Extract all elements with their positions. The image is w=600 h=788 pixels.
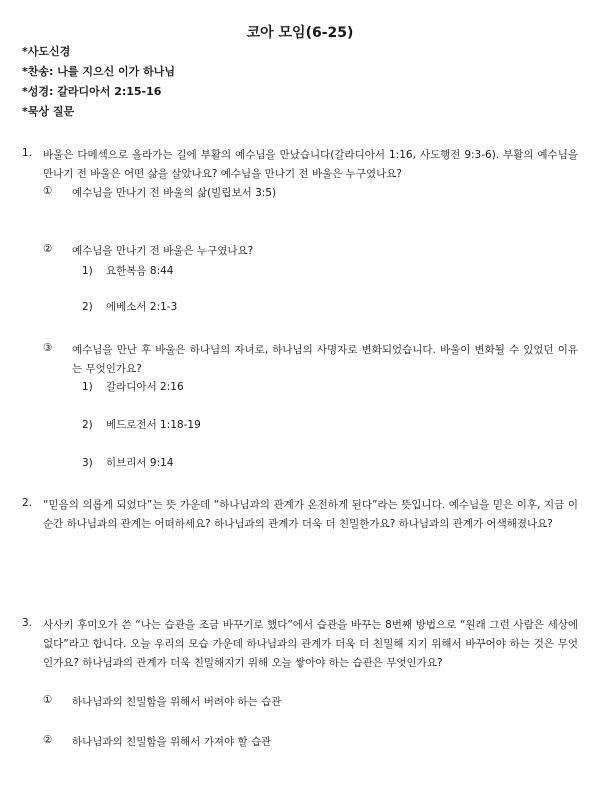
question-number: 1. — [22, 147, 33, 159]
question-text: “믿음의 의롭게 되었다”는 뜻 가운데 “하나님과의 관계가 온전하게 된다”라는 뜻입니다. 예수님을 믿은 이후, 지금 이 순간 하나님과의 관계는 어떠하세요? 하나님과의 관계가 더욱 더 친밀한가요? 하나님과의 관계가 어색해졌나요? — [43, 499, 578, 530]
question-2 — [22, 496, 578, 534]
question-1-sub-2 — [43, 242, 578, 261]
question-number: 3. — [22, 617, 33, 629]
sub-question-text: 하나님과의 친밀함을 위해서 버려야 하는 습관 — [72, 696, 282, 708]
circled-number: ③ — [43, 342, 53, 354]
header-hymn: *찬송: 나를 지으신 이가 하나님 — [22, 65, 175, 78]
question-text: 바울은 다메섹으로 올라가는 길에 부활의 예수님을 만났습니다(갈라디아서 1:16, 사도행전 9:3-6). 부활의 예수님을 만나기 전 바울은 어떤 삶을 살았나요? 예수님을 만나기 전 바울은 누구였나요? — [43, 149, 578, 180]
question-text: 사사키 후미오가 쓴 “나는 습관을 조금 바꾸기로 했다”에서 습관을 바꾸는 8번째 방법으로 “원래 그런 사람은 세상에 없다”라고 합니다. 오늘 우리의 모습 가운데 하나님과의 관계가 더욱 더 친밀해 지기 위해서 바꾸어야 하는 것은 무엇인가요? 하나님과의 관계가 더욱 친밀해지기 위해 오늘 쌓아야 하는 습관은 무엇인가요? — [43, 619, 578, 669]
reference-number: 3) — [82, 457, 93, 469]
question-1-sub-3 — [43, 341, 578, 379]
sub-question-text: 하나님과의 친밀함을 위해서 가져야 할 습관 — [72, 736, 272, 748]
circled-number: ① — [43, 185, 53, 197]
question-1-sub-1 — [43, 184, 578, 203]
reference-text: 히브리서 9:14 — [106, 457, 174, 469]
question-number: 2. — [22, 497, 33, 509]
reference-text: 갈라디아서 2:16 — [106, 381, 184, 393]
header-apostles-creed: *사도신경 — [22, 45, 71, 58]
circled-number: ② — [43, 243, 53, 255]
circled-number: ① — [43, 694, 53, 706]
sub-question-text: 예수님을 만나기 전 바울은 누구였나요? — [72, 245, 254, 257]
reference-item — [82, 456, 174, 472]
question-1 — [22, 146, 578, 184]
question-3-sub-1 — [43, 693, 578, 712]
reference-item — [82, 418, 201, 434]
reference-number: 2) — [82, 301, 93, 313]
question-3 — [22, 616, 578, 673]
header-meditation-questions: *묵상 질문 — [22, 105, 75, 118]
reference-number: 1) — [82, 265, 93, 277]
sub-question-text: 예수님을 만나기 전 바울의 삶(빌립보서 3:5) — [72, 187, 277, 199]
reference-item — [82, 380, 184, 396]
sub-question-text: 예수님을 만난 후 바울은 하나님의 자녀로, 하나님의 사명자로 변화되었습니다. 바울이 변화될 수 있었던 이유는 무엇인가요? — [72, 344, 578, 375]
circled-number: ② — [43, 734, 53, 746]
reference-item — [82, 300, 177, 316]
reference-number: 1) — [82, 381, 93, 393]
reference-item — [82, 264, 174, 280]
question-3-sub-2 — [43, 733, 578, 752]
header-scripture: *성경: 갈라디아서 2:15-16 — [22, 85, 162, 98]
reference-text: 에베소서 2:1-3 — [106, 301, 178, 313]
reference-text: 베드로전서 1:18-19 — [106, 419, 201, 431]
reference-number: 2) — [82, 419, 93, 431]
page-title: 코아 모임(6-25) — [246, 25, 354, 41]
reference-text: 요한복음 8:44 — [106, 265, 174, 277]
